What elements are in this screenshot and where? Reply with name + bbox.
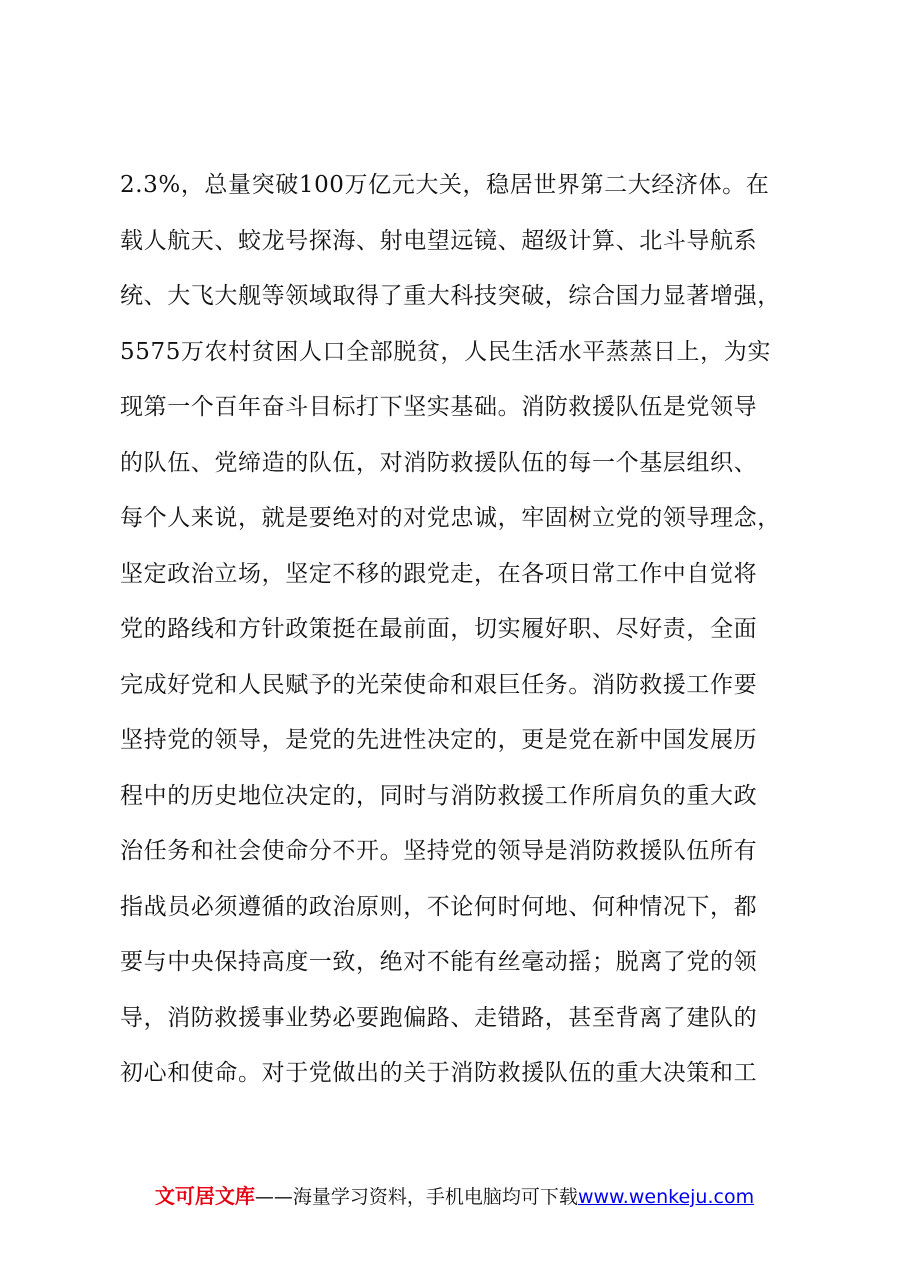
text-line-4: 5575万农村贫困人口全部脱贫，人民生活水平蒸蒸日上，为实 [120, 338, 771, 365]
text-line-14: 指战员必须遵循的政治原则，不论何时何地、何种情况下，都 [120, 893, 758, 920]
text-line-13: 治任务和社会使命分不开。坚持党的领导是消防救援队伍所有 [120, 838, 758, 864]
text-line-15: 要与中央保持高度一致，绝对不能有丝毫动摇；脱离了党的领 [120, 949, 758, 975]
footer-site-link[interactable]: www.wenkeju.com [577, 1186, 755, 1208]
text-line-2: 载人航天、蛟龙号探海、射电望远镜、超级计算、北斗导航系 [120, 227, 758, 254]
text-line-9: 党的路线和方针政策挺在最前面，切实履好职、尽好责，全面 [120, 616, 758, 642]
text-line-11: 坚持党的领导，是党的先进性决定的，更是党在新中国发展历 [120, 727, 758, 753]
text-line-5: 现第一个百年奋斗目标打下坚实基础。消防救援队伍是党领导 [120, 394, 758, 420]
text-line-16: 导，消防救援事业势必要跑偏路、走错路，甚至背离了建队的 [120, 1004, 758, 1031]
text-line-6: 的队伍、党缔造的队伍，对消防救援队伍的每一个基层组织、 [120, 449, 758, 476]
text-line-8: 坚定政治立场，坚定不移的跟党走，在各项日常工作中自觉将 [120, 560, 758, 587]
footer-brand: 文可居文库 [154, 1184, 255, 1208]
text-line-3: 统、大飞大舰等领域取得了重大科技突破，综合国力显著增强， [120, 283, 781, 309]
text-line-17: 初心和使命。对于党做出的关于消防救援队伍的重大决策和工 [120, 1060, 758, 1086]
text-line-7: 每个人来说，就是要绝对的对党忠诚，牢固树立党的领导理念， [120, 505, 781, 531]
footer-tagline: ——海量学习资料，手机电脑均可下载 [254, 1186, 578, 1208]
body-text [120, 158, 792, 1102]
text-line-12: 程中的历史地位决定的，同时与消防救援工作所肩负的重大政 [120, 782, 758, 809]
text-line-10: 完成好党和人民赋予的光荣使命和艰巨任务。消防救援工作要 [120, 671, 758, 698]
text-line-1: 2.3%，总量突破100万亿元大关，稳居世界第二大经济体。在 [120, 172, 770, 198]
page-footer [0, 1180, 909, 1213]
